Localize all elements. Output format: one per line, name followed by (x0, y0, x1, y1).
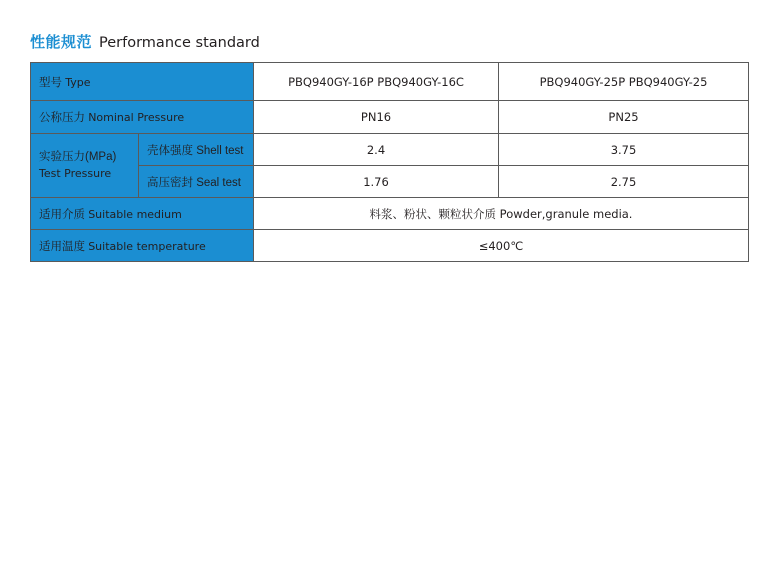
row-label-type (31, 63, 254, 101)
page-title-en: Performance standard (99, 35, 260, 51)
cell-suitable-temperature-value: ≤400℃ (254, 230, 749, 262)
page-title-cn: 性能规范 (30, 34, 93, 51)
performance-standard-table (30, 62, 749, 262)
cell-nominal-pressure-col1: PN16 (254, 101, 499, 134)
cell-type-col2: PBQ940GY-25P PBQ940GY-25 (499, 63, 749, 101)
row-label-seal-test (139, 166, 254, 198)
cell-nominal-pressure-col2: PN25 (499, 101, 749, 134)
row-label-nominal-pressure-cn: 公称压力 (39, 112, 85, 124)
row-label-suitable-medium-cn: 适用介质 (39, 208, 85, 221)
row-label-test-pressure (31, 134, 139, 198)
row-label-nominal-pressure-en: Nominal Pressure (88, 111, 185, 124)
table-row (31, 166, 749, 198)
row-label-suitable-medium-en: Suitable medium (88, 207, 182, 221)
row-label-shell-test-cn: 壳体强度 (147, 144, 193, 157)
table-row (31, 198, 749, 230)
row-label-suitable-medium (31, 198, 254, 230)
cell-shell-test-col2: 3.75 (499, 134, 749, 166)
table-row (31, 101, 749, 134)
cell-seal-test-col1: 1.76 (254, 166, 499, 198)
cell-type-col1: PBQ940GY-16P PBQ940GY-16C (254, 63, 499, 101)
cell-seal-test-col2: 2.75 (499, 166, 749, 198)
cell-suitable-medium-value: 料浆、粉状、颗粒状介质 Powder,granule media. (254, 198, 749, 230)
row-label-shell-test (139, 134, 254, 166)
row-label-seal-test-cn: 高压密封 (147, 176, 193, 189)
table-row (31, 63, 749, 101)
row-label-type-en: Type (65, 75, 91, 89)
row-label-test-pressure-cn: 实验压力(MPa) (39, 150, 117, 163)
row-label-suitable-temperature-en: Suitable temperature (88, 239, 206, 253)
row-label-type-cn: 型号 (39, 76, 62, 89)
row-label-test-pressure-en: Test Pressure (39, 166, 112, 180)
table-row (31, 230, 749, 262)
cell-shell-test-col1: 2.4 (254, 134, 499, 166)
table-row (31, 134, 749, 166)
page-title (30, 31, 260, 52)
row-label-suitable-temperature-cn: 适用温度 (39, 240, 85, 253)
row-label-nominal-pressure (31, 101, 254, 134)
row-label-shell-test-en: Shell test (196, 144, 244, 157)
row-label-seal-test-en: Seal test (196, 176, 241, 189)
row-label-suitable-temperature (31, 230, 254, 262)
